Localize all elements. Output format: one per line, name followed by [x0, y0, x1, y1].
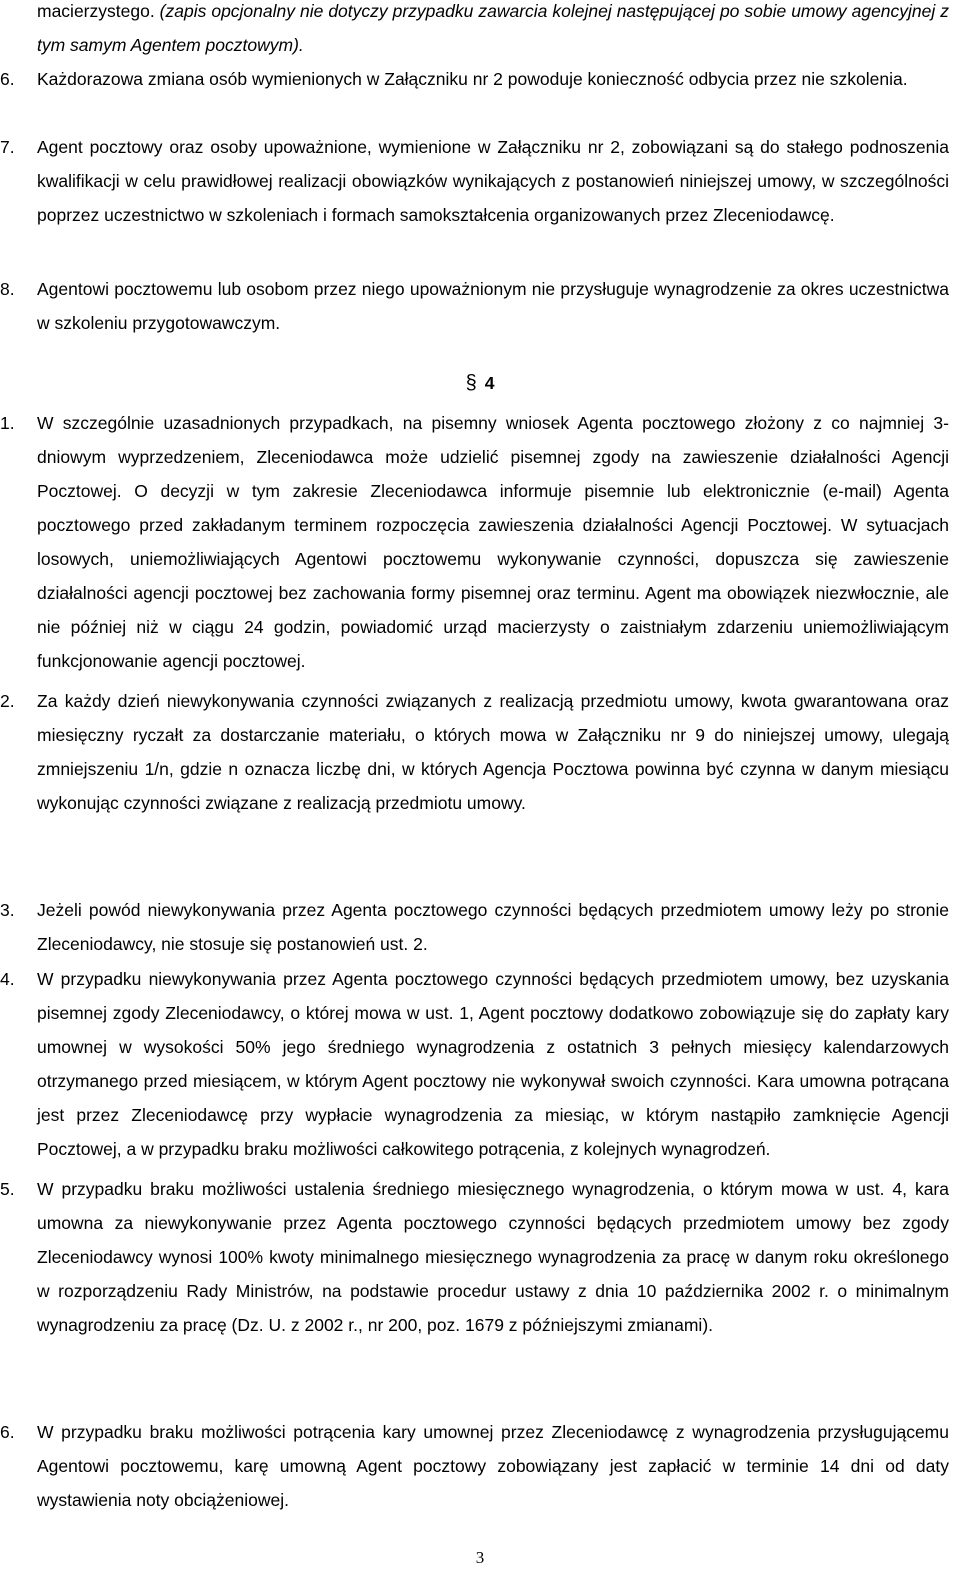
list-item-number: 5. [0, 1179, 15, 1199]
list-item-text: W szczególnie uzasadnionych przypadkach, na pisemny wniosek Agenta pocztowego złożony z co najmniej 3-dniowym wyprzedzeniem, Zleceniodawca może udzielić pisemnej zgody na zawieszenie działalności Agencji Pocztowej. O decyzji w tym zakresie Zleceniodawca informuje pisemnie lub elektronicznie (e-mail) Agenta pocztowego przed zakładanym terminem rozpoczęcia zawieszenia działalności Agencji Pocztowej. W sytuacjach losowych, uniemożliwiających Agentowi pocztowemu wykonywanie czynności, dopuszcza się zawieszenie działalności agencji pocztowej bez zachowania formy pisemnej oraz terminu. Agent ma obowiązek niezwłocznie, ale nie później niż w ciągu 24 godzin, powiadomić urząd macierzysty o zaistniałym zdarzeniu uniemożliwiającym funkcjonowanie agencji pocztowej. [37, 413, 949, 671]
top-fragment-paragraph [0, 0, 949, 62]
section-item-1 [0, 406, 949, 678]
section-item-4 [0, 962, 949, 1166]
list-item-number: 6. [0, 69, 15, 89]
section-number: 4 [484, 373, 495, 393]
list-item-number: 8. [0, 279, 15, 299]
top-fragment-italic-note: (zapis opcjonalny nie dotyczy przypadku zawarcia kolejnej następującej po sobie umowy agencyjnej z tym samym Agentem pocztowym). [37, 1, 950, 55]
section-symbol: § [465, 372, 477, 394]
list-item-number: 2. [0, 691, 15, 711]
section-item-5 [0, 1172, 949, 1342]
list-item-number: 6. [0, 1422, 15, 1442]
list-item-7 [0, 130, 949, 232]
list-item-text: W przypadku braku możliwości ustalenia średniego miesięcznego wynagrodzenia, o którym mowa w ust. 4, kara umowna za niewykonywanie przez Agenta pocztowego czynności będących przedmiotem umowy bez zgody Zleceniodawcy wynosi 100% kwoty minimalnego miesięcznego wynagrodzenia za pracę w danym roku określonego w rozporządzeniu Rady Ministrów, na podstawie procedur ustawy z dnia 10 października 2002 r. o minimalnym wynagrodzeniu za pracę (Dz. U. z 2002 r., nr 200, poz. 1679 z późniejszymi zmianami). [37, 1179, 949, 1335]
list-item-number: 7. [0, 137, 15, 157]
list-item-6 [0, 62, 949, 96]
list-item-number: 3. [0, 900, 15, 920]
list-item-text: W przypadku braku możliwości potrącenia kary umownej przez Zleceniodawcę z wynagrodzenia przysługującemu Agentowi pocztowemu, karę umowną Agent pocztowy zobowiązany jest zapłacić w terminie 14 dni od daty wystawienia noty obciążeniowej. [37, 1422, 949, 1510]
list-item-number: 4. [0, 969, 15, 989]
list-item-text: Jeżeli powód niewykonywania przez Agenta pocztowego czynności będących przedmiotem umowy leży po stronie Zleceniodawcy, nie stosuje się postanowień ust. 2. [37, 900, 949, 954]
section-item-3 [0, 893, 949, 961]
list-item-text: W przypadku niewykonywania przez Agenta pocztowego czynności będących przedmiotem umowy, bez uzyskania pisemnej zgody Zleceniodawcy, o której mowa w ust. 1, Agent pocztowy dodatkowo zobowiązuje się do zapłaty kary umownej w wysokości 50% jego średniego wynagrodzenia z ostatnich 3 pełnych miesięcy kalendarzowych otrzymanego przed miesiącem, w którym Agent pocztowy nie wykonywał swoich czynności. Kara umowna potrącana jest przez Zleceniodawcę przy wypłacie wynagrodzenia za miesiąc, w którym nastąpiło zamknięcie Agencji Pocztowej, a w przypadku braku możliwości całkowitego potrącenia, z kolejnych wynagrodzeń. [37, 969, 949, 1159]
section-item-6 [0, 1415, 949, 1517]
list-item-text: Każdorazowa zmiana osób wymienionych w Załączniku nr 2 powoduje konieczność odbycia przez nie szkolenia. [37, 69, 908, 89]
list-item-text: Agentowi pocztowemu lub osobom przez niego upoważnionym nie przysługuje wynagrodzenie za okres uczestnictwa w szkoleniu przygotowawczym. [37, 279, 949, 333]
section-item-2 [0, 684, 949, 820]
page-number: 3 [475, 1548, 485, 1567]
top-fragment-normal-text: macierzystego. [37, 1, 160, 21]
list-item-text: Za każdy dzień niewykonywania czynności związanych z realizacją przedmiotu umowy, kwota gwarantowana oraz miesięczny ryczałt za dostarczanie materiału, o których mowa w Załączniku nr 9 do niniejszej umowy, ulegają zmniejszeniu 1/n, gdzie n oznacza liczbę dni, w których Agencja Pocztowa powinna być czynna w danym miesiącu wykonując czynności związane z realizacją przedmiotu umowy. [37, 691, 949, 813]
list-item-8 [0, 272, 949, 340]
section-heading [0, 366, 960, 400]
list-item-number: 1. [0, 413, 15, 433]
list-item-text: Agent pocztowy oraz osoby upoważnione, wymienione w Załączniku nr 2, zobowiązani są do stałego podnoszenia kwalifikacji w celu prawidłowej realizacji obowiązków wynikających z postanowień niniejszej umowy, w szczególności poprzez uczestnictwo w szkoleniach i formach samokształcenia organizowanych przez Zleceniodawcę. [37, 137, 949, 225]
